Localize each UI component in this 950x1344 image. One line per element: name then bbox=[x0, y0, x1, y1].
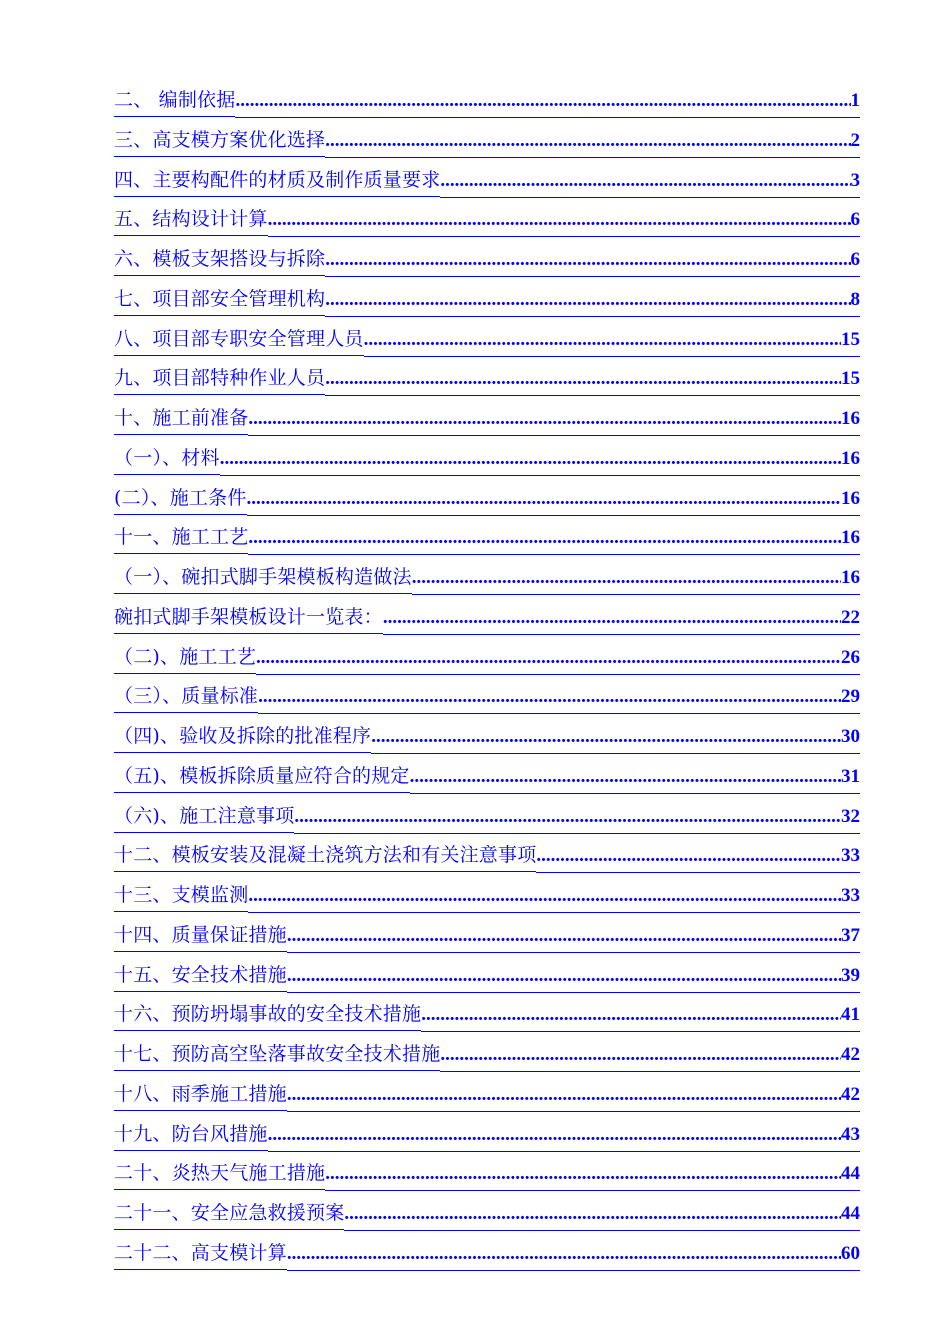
toc-entry-23[interactable] bbox=[114, 955, 860, 995]
toc-entry-page: 39 bbox=[841, 960, 860, 993]
toc-entry-title: 三、高支模方案优化选择 bbox=[114, 124, 325, 157]
table-of-contents bbox=[114, 80, 860, 1273]
dot-leader bbox=[247, 483, 841, 516]
toc-entry-page: 6 bbox=[851, 244, 861, 277]
toc-entry-page: 16 bbox=[841, 403, 860, 436]
dot-leader bbox=[287, 920, 841, 953]
toc-entry-12[interactable] bbox=[114, 517, 860, 557]
toc-entry-6[interactable] bbox=[114, 279, 860, 319]
toc-entry-title: 二十二、高支模计算 bbox=[114, 1237, 287, 1270]
dot-leader bbox=[412, 562, 841, 595]
toc-entry-title: 十七、预防高空坠落事故安全技术措施 bbox=[114, 1038, 440, 1071]
toc-entry-page: 8 bbox=[851, 284, 861, 317]
dot-leader bbox=[536, 840, 841, 873]
toc-entry-5[interactable] bbox=[114, 239, 860, 279]
toc-entry-page: 15 bbox=[841, 363, 860, 396]
toc-entry-title: 十三、支模监测 bbox=[114, 879, 248, 912]
dot-leader bbox=[410, 761, 841, 794]
dot-leader bbox=[325, 125, 850, 158]
toc-entry-page: 43 bbox=[841, 1119, 860, 1152]
toc-entry-2[interactable] bbox=[114, 120, 860, 160]
dot-leader bbox=[287, 1079, 841, 1112]
toc-entry-10[interactable] bbox=[114, 438, 860, 478]
toc-entry-page: 16 bbox=[841, 443, 860, 476]
toc-entry-title: 七、项目部安全管理机构 bbox=[114, 283, 325, 316]
toc-entry-1[interactable] bbox=[114, 80, 860, 120]
toc-entry-page: 44 bbox=[841, 1158, 860, 1191]
toc-entry-title: 二十一、安全应急救援预案 bbox=[114, 1197, 344, 1230]
toc-entry-page: 42 bbox=[841, 1039, 860, 1072]
toc-entry-title: 二十、炎热天气施工措施 bbox=[114, 1157, 325, 1190]
dot-leader bbox=[220, 443, 841, 476]
dot-leader bbox=[294, 801, 841, 834]
toc-entry-title: （二)、施工工艺 bbox=[114, 641, 256, 674]
toc-entry-18[interactable] bbox=[114, 756, 860, 796]
toc-entry-28[interactable] bbox=[114, 1153, 860, 1193]
toc-entry-22[interactable] bbox=[114, 915, 860, 955]
toc-entry-25[interactable] bbox=[114, 1034, 860, 1074]
toc-entry-17[interactable] bbox=[114, 716, 860, 756]
toc-entry-title: 八、项目部专职安全管理人员 bbox=[114, 323, 364, 356]
dot-leader bbox=[258, 681, 841, 714]
toc-entry-title: 四、主要构配件的材质及制作质量要求 bbox=[114, 164, 440, 197]
dot-leader bbox=[287, 960, 841, 993]
dot-leader bbox=[440, 1039, 841, 1072]
toc-entry-14[interactable] bbox=[114, 597, 860, 637]
toc-entry-page: 16 bbox=[841, 483, 860, 516]
toc-entry-title: 碗扣式脚手架模板设计一览表： bbox=[114, 601, 383, 634]
toc-entry-21[interactable] bbox=[114, 875, 860, 915]
dot-leader bbox=[235, 85, 850, 118]
dot-leader bbox=[325, 284, 850, 317]
dot-leader bbox=[325, 363, 841, 396]
dot-leader bbox=[256, 642, 841, 675]
dot-leader bbox=[325, 244, 850, 277]
toc-entry-page: 30 bbox=[841, 721, 860, 754]
toc-entry-page: 31 bbox=[841, 761, 860, 794]
toc-entry-title: （三）、质量标准 bbox=[114, 680, 258, 713]
toc-entry-9[interactable] bbox=[114, 398, 860, 438]
toc-entry-page: 44 bbox=[841, 1198, 860, 1231]
toc-entry-title: 十八、雨季施工措施 bbox=[114, 1078, 287, 1111]
dot-leader bbox=[268, 1119, 841, 1152]
dot-leader bbox=[440, 165, 850, 198]
dot-leader bbox=[248, 403, 841, 436]
toc-entry-page: 42 bbox=[841, 1079, 860, 1112]
toc-entry-page: 16 bbox=[841, 562, 860, 595]
dot-leader bbox=[325, 1158, 841, 1191]
toc-entry-30[interactable] bbox=[114, 1233, 860, 1273]
toc-entry-13[interactable] bbox=[114, 557, 860, 597]
toc-entry-29[interactable] bbox=[114, 1193, 860, 1233]
toc-entry-24[interactable] bbox=[114, 994, 860, 1034]
toc-entry-27[interactable] bbox=[114, 1114, 860, 1154]
toc-entry-page: 16 bbox=[841, 522, 860, 555]
toc-entry-page: 60 bbox=[841, 1238, 860, 1271]
dot-leader bbox=[364, 324, 841, 357]
dot-leader bbox=[268, 204, 851, 237]
toc-entry-page: 1 bbox=[851, 85, 861, 118]
toc-entry-page: 33 bbox=[841, 880, 860, 913]
toc-entry-title: 六、模板支架搭设与拆除 bbox=[114, 243, 325, 276]
dot-leader bbox=[421, 999, 841, 1032]
toc-entry-title: 五、结构设计计算 bbox=[114, 203, 268, 236]
toc-entry-page: 26 bbox=[841, 642, 860, 675]
toc-entry-title: (二）、施工条件 bbox=[114, 482, 247, 515]
toc-entry-title: （一）、碗扣式脚手架模板构造做法 bbox=[114, 561, 412, 594]
toc-entry-title: 十一、施工工艺 bbox=[114, 521, 248, 554]
dot-leader bbox=[371, 721, 841, 754]
toc-entry-26[interactable] bbox=[114, 1074, 860, 1114]
toc-entry-title: （六)、施工注意事项 bbox=[114, 800, 294, 833]
dot-leader bbox=[344, 1198, 841, 1231]
toc-entry-4[interactable] bbox=[114, 199, 860, 239]
dot-leader bbox=[383, 602, 841, 635]
toc-entry-page: 3 bbox=[851, 165, 861, 198]
toc-entry-title: 二、 编制依据 bbox=[114, 84, 235, 117]
dot-leader bbox=[248, 522, 841, 555]
toc-entry-15[interactable] bbox=[114, 637, 860, 677]
toc-entry-16[interactable] bbox=[114, 676, 860, 716]
toc-entry-page: 22 bbox=[841, 602, 860, 635]
toc-entry-page: 41 bbox=[841, 999, 860, 1032]
toc-entry-page: 29 bbox=[841, 681, 860, 714]
toc-entry-title: （四)、验收及拆除的批准程序 bbox=[114, 720, 371, 753]
toc-entry-page: 32 bbox=[841, 801, 860, 834]
toc-entry-page: 37 bbox=[841, 920, 860, 953]
toc-entry-title: 十九、防台风措施 bbox=[114, 1118, 268, 1151]
toc-entry-8[interactable] bbox=[114, 358, 860, 398]
toc-entry-title: 十六、预防坍塌事故的安全技术措施 bbox=[114, 998, 421, 1031]
toc-entry-title: 九、项目部特种作业人员 bbox=[114, 362, 325, 395]
toc-entry-title: （五)、模板拆除质量应符合的规定 bbox=[114, 760, 410, 793]
toc-entry-page: 2 bbox=[851, 125, 861, 158]
toc-entry-20[interactable] bbox=[114, 835, 860, 875]
toc-entry-19[interactable] bbox=[114, 796, 860, 836]
dot-leader bbox=[287, 1238, 841, 1271]
toc-entry-title: 十四、质量保证措施 bbox=[114, 919, 287, 952]
toc-entry-11[interactable] bbox=[114, 478, 860, 518]
toc-entry-3[interactable] bbox=[114, 160, 860, 200]
toc-entry-title: （一）、材料 bbox=[114, 442, 220, 475]
toc-entry-page: 6 bbox=[851, 204, 861, 237]
toc-entry-page: 33 bbox=[841, 840, 860, 873]
toc-entry-title: 十五、安全技术措施 bbox=[114, 959, 287, 992]
dot-leader bbox=[248, 880, 841, 913]
toc-entry-title: 十、施工前准备 bbox=[114, 402, 248, 435]
toc-entry-page: 15 bbox=[841, 324, 860, 357]
toc-entry-title: 十二、模板安装及混凝土浇筑方法和有关注意事项 bbox=[114, 839, 536, 872]
toc-entry-7[interactable] bbox=[114, 319, 860, 359]
